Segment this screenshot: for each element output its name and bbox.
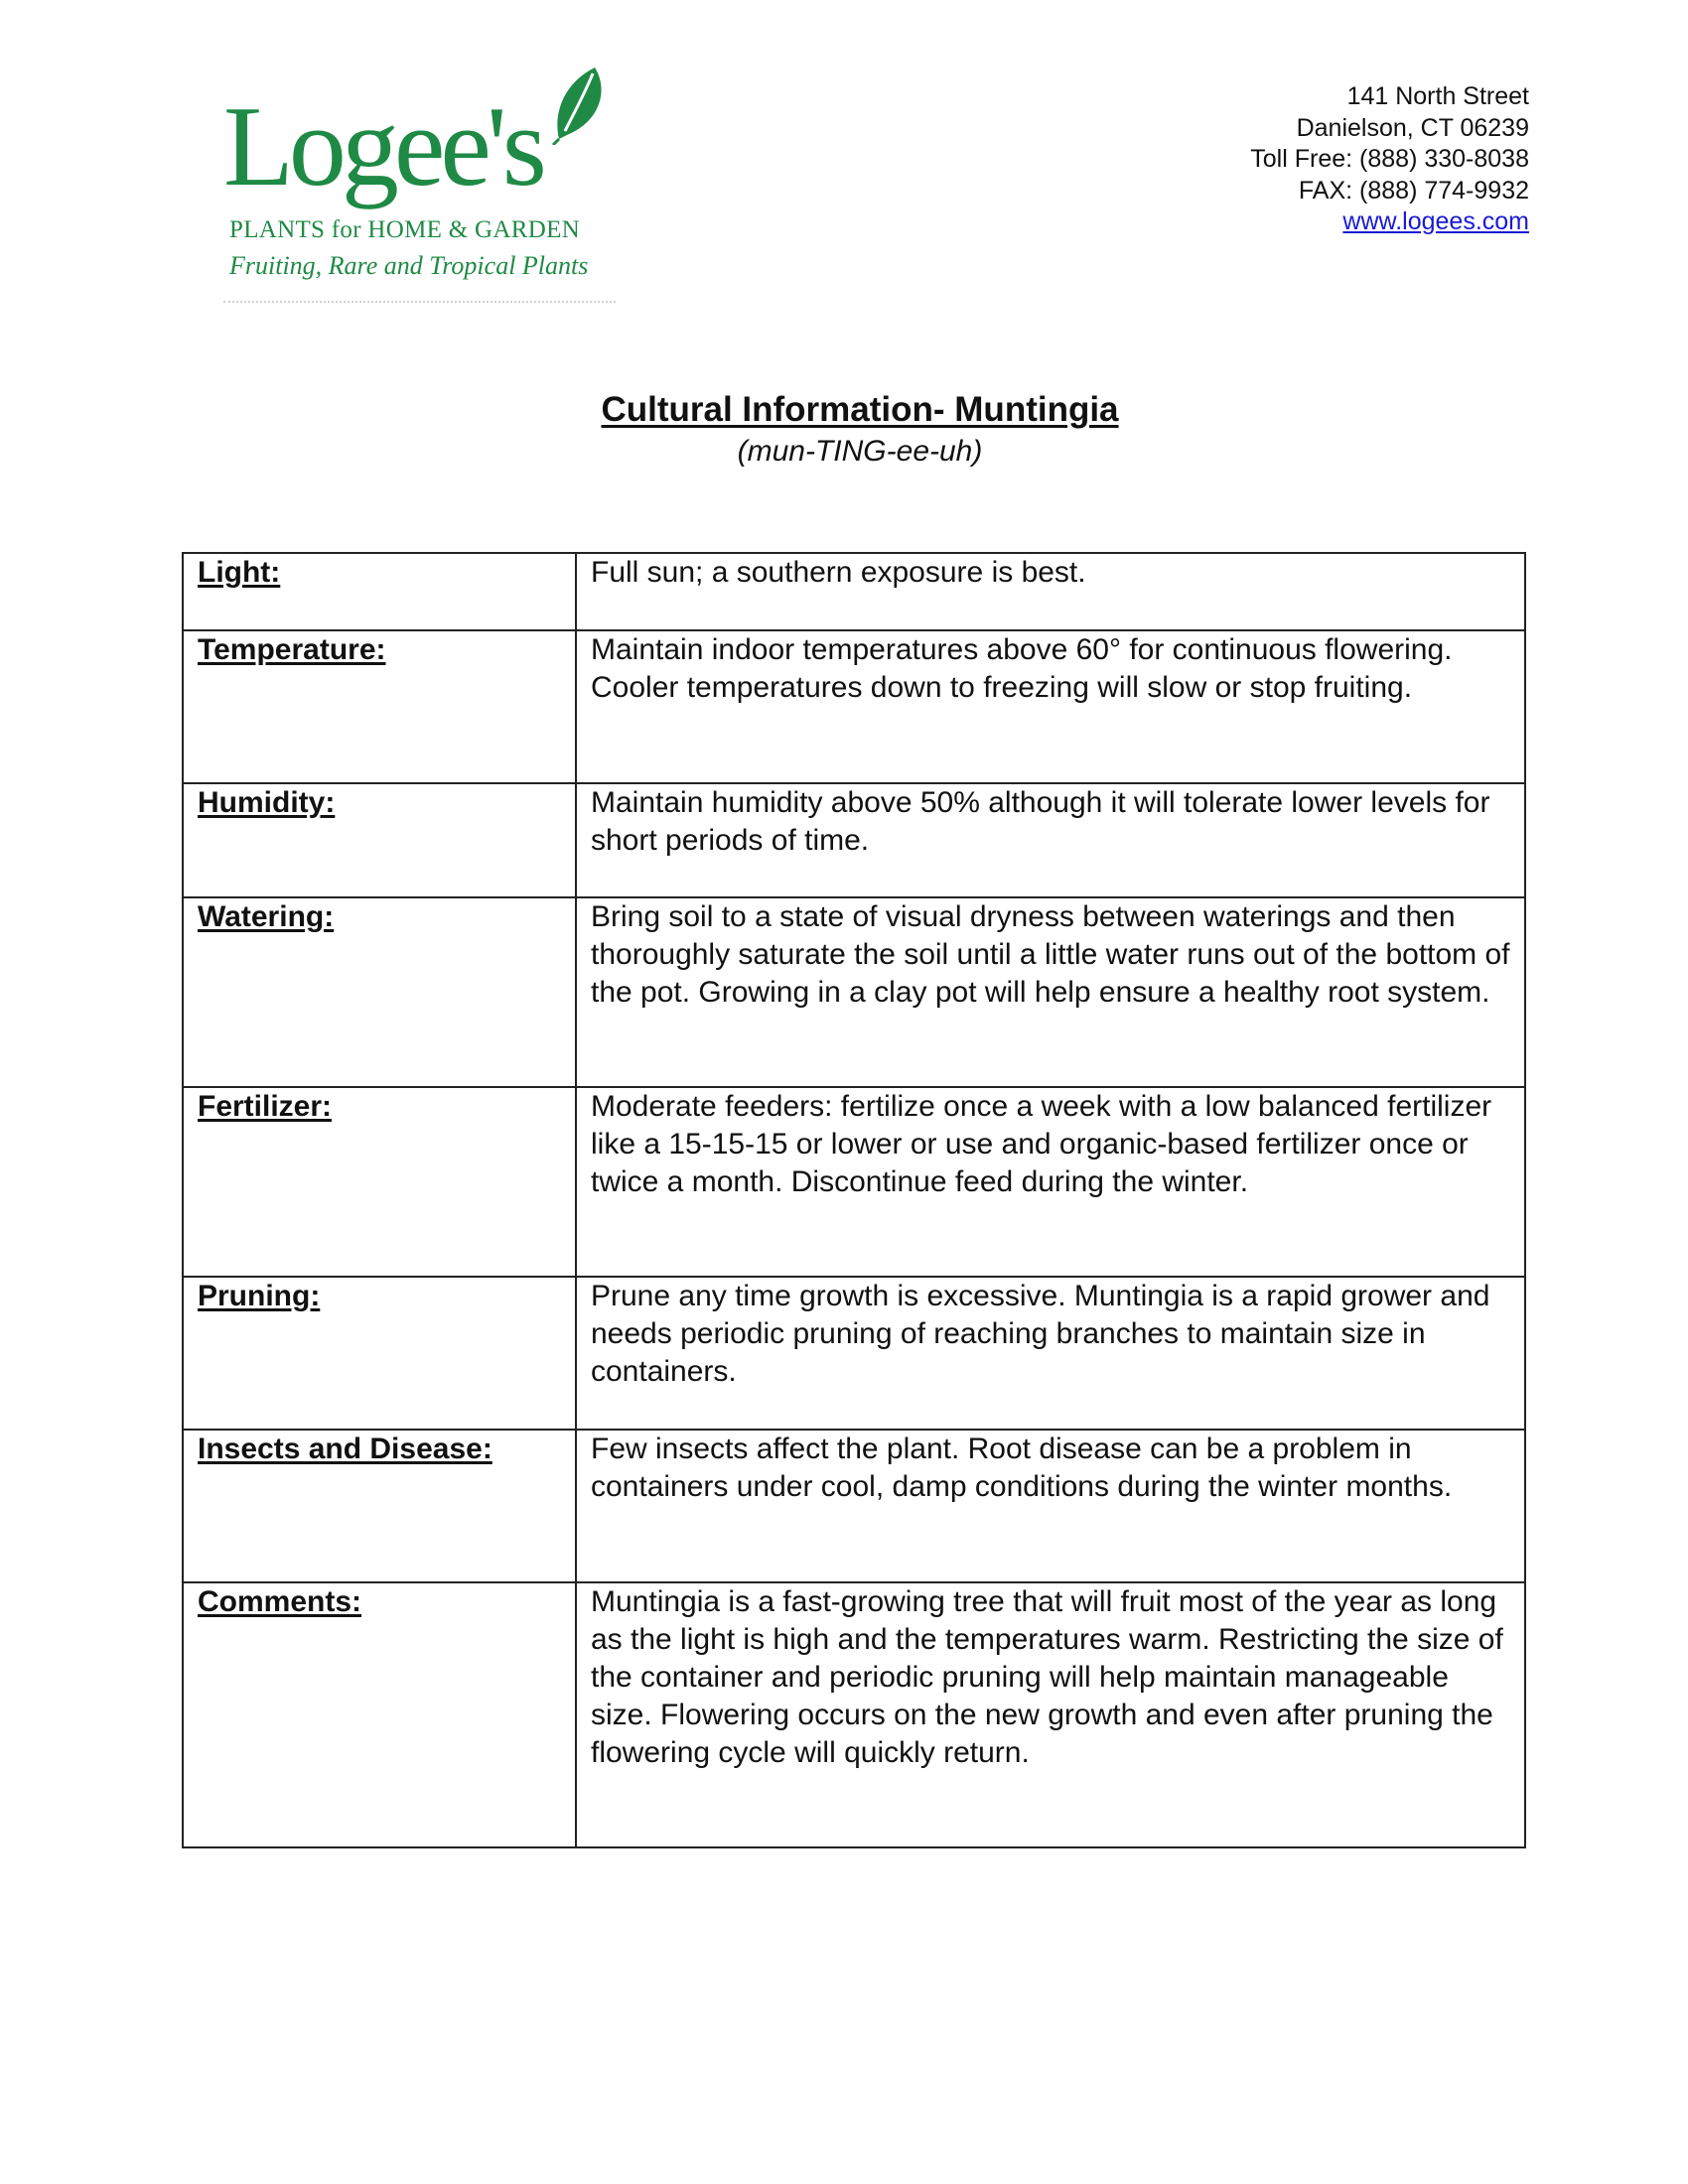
row-label: Humidity: (198, 786, 336, 819)
row-value-cell (576, 783, 1525, 897)
address-fax: FAX: (888) 774-9932 (1298, 176, 1529, 205)
row-label: Temperature: (198, 633, 386, 666)
row-value-cell (576, 1430, 1525, 1582)
title-block (0, 390, 1688, 472)
address-toll-free: Toll Free: (888) 330-8038 (1250, 145, 1529, 173)
row-value: Bring soil to a state of visual dryness between waterings and then thoroughly saturate the soil until a little water runs out of the bottom of the pot. Growing in a clay pot will help ensure a healthy root system. (591, 900, 1510, 1009)
row-label-cell (183, 897, 576, 1087)
row-label-cell (183, 1582, 576, 1847)
cultural-info-table (182, 552, 1526, 1848)
row-label-cell (183, 1430, 576, 1582)
company-logo (223, 60, 616, 308)
page-title: Cultural Information- Muntingia (601, 390, 1119, 429)
address-street: 141 North Street (1346, 82, 1529, 110)
row-value-cell (576, 897, 1525, 1087)
row-label: Insects and Disease: (198, 1433, 492, 1465)
company-address (1250, 81, 1529, 238)
row-label-cell (183, 1087, 576, 1277)
row-value: Moderate feeders: fertilize once a week with a low balanced fertilizer like a 15-15-15 or lower or use and organic-based fertilizer once or twice a month. Discontinue feed during the winter. (591, 1090, 1492, 1198)
row-value-cell (576, 630, 1525, 783)
table-row-temperature (183, 630, 1525, 783)
leaf-icon (549, 60, 611, 145)
row-value-cell (576, 1582, 1525, 1847)
table-row-insects-disease (183, 1430, 1525, 1582)
row-value: Full sun; a southern exposure is best. (591, 556, 1086, 589)
row-label-cell (183, 783, 576, 897)
table-row-comments (183, 1582, 1525, 1847)
table-row-light (183, 553, 1525, 630)
row-label: Fertilizer: (198, 1090, 333, 1123)
row-label: Comments: (198, 1585, 362, 1618)
row-value: Prune any time growth is excessive. Muntingia is a rapid grower and needs periodic pruning of reaching branches to maintain size in containers. (591, 1280, 1490, 1388)
logo-subtagline: Fruiting, Rare and Tropical Plants (229, 251, 589, 280)
row-value-cell (576, 1277, 1525, 1430)
website-link[interactable]: www.logees.com (1342, 207, 1529, 235)
pronunciation: (mun-TING-ee-uh) (737, 435, 983, 468)
row-value-cell (576, 1087, 1525, 1277)
row-label: Light: (198, 556, 281, 589)
row-label-cell (183, 1277, 576, 1430)
row-value: Maintain humidity above 50% although it will tolerate lower levels for short periods of time. (591, 786, 1490, 857)
logo-divider (223, 301, 616, 303)
table-row-humidity (183, 783, 1525, 897)
table-row-watering (183, 897, 1525, 1087)
logo-tagline: PLANTS for HOME & GARDEN (229, 216, 581, 243)
row-label: Pruning: (198, 1280, 321, 1312)
logo-wordmark: Logee's (223, 83, 542, 210)
table-row-pruning (183, 1277, 1525, 1430)
row-value: Muntingia is a fast-growing tree that will fruit most of the year as long as the light is high and the temperatures warm. Restricting the size of the container and periodic pruning will help maintain manageable size. Flowering occurs on the new growth and even after pruning the flowering cycle will quickly return. (591, 1585, 1503, 1769)
row-value: Maintain indoor temperatures above 60° for continuous flowering. Cooler temperatures down to freezing will slow or stop fruiting. (591, 633, 1453, 704)
row-label: Watering: (198, 900, 335, 933)
row-label-cell (183, 553, 576, 630)
row-label-cell (183, 630, 576, 783)
row-value-cell (576, 553, 1525, 630)
row-value: Few insects affect the plant. Root disease can be a problem in containers under cool, damp conditions during the winter months. (591, 1433, 1453, 1503)
table-row-fertilizer (183, 1087, 1525, 1277)
address-city: Danielson, CT 06239 (1296, 113, 1529, 142)
